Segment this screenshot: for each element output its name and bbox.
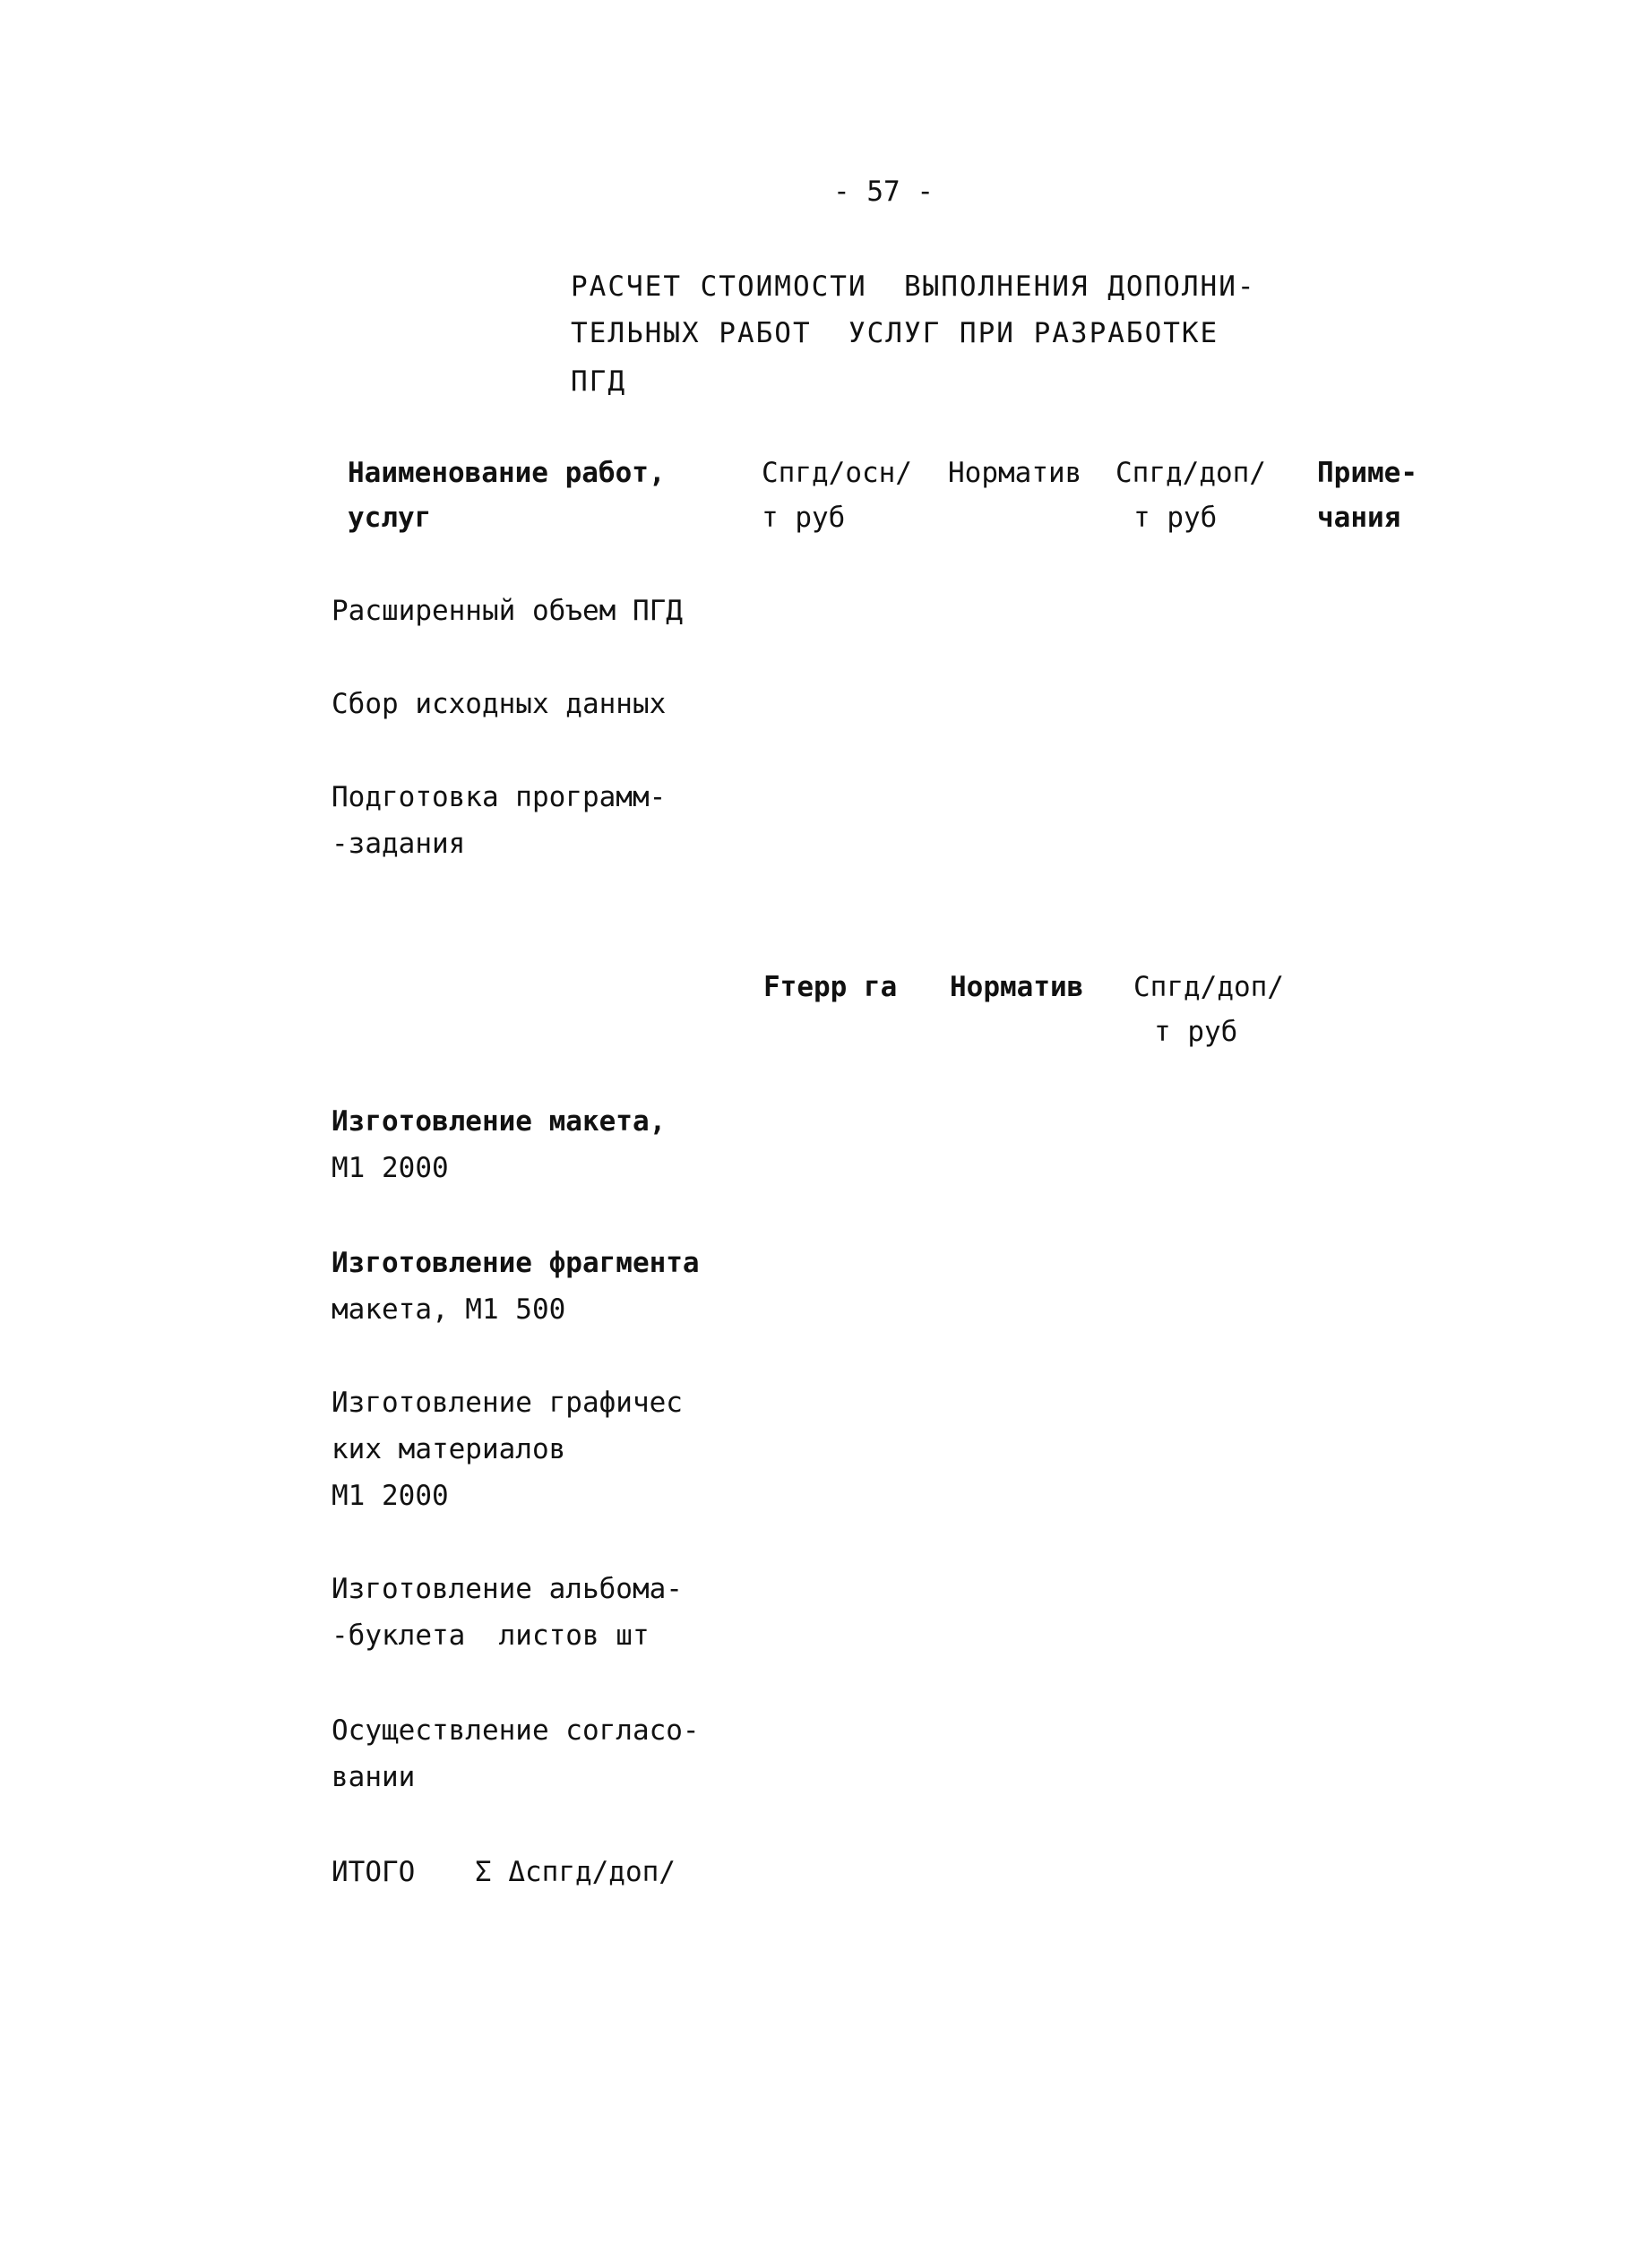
table-row: Изготовление макета, (332, 1105, 667, 1138)
table-row: Изготовление альбома- (332, 1573, 683, 1605)
header-work-name-cont: услуг (348, 502, 432, 534)
total-formula: Σ Δспгд/доп/ (475, 1856, 676, 1888)
header-notes: Приме- (1317, 457, 1417, 489)
header-cost-base: Спгд/осн/ (762, 457, 912, 489)
table-row: Изготовление фрагмента (332, 1247, 700, 1279)
header-area: Fтерр га (763, 971, 898, 1003)
header-cost-extra-unit: т руб (1133, 502, 1218, 534)
table-row-cont: М1 2000 (332, 1480, 449, 1512)
table-row-cont: вании (332, 1761, 416, 1793)
table-row: Расширенный объем ПГД (332, 595, 683, 627)
table-row: Подготовка программ- (332, 781, 667, 813)
table-row: Изготовление графичес (332, 1387, 683, 1419)
header-notes-cont: чания (1317, 502, 1401, 534)
document-title-line-2: ТЕЛЬНЫХ РАБОТ УСЛУГ ПРИ РАЗРАБОТКЕ (571, 317, 1219, 349)
table-row-cont: М1 2000 (332, 1152, 449, 1184)
table-row-cont: макета, М1 500 (332, 1293, 566, 1326)
header-cost-base-unit: т руб (762, 502, 846, 534)
table-row: Осуществление согласо- (332, 1714, 700, 1747)
document-title-line-3: ПГД (571, 365, 626, 398)
total-label: ИТОГО (332, 1856, 416, 1888)
header-norm-2: Норматив (950, 971, 1084, 1003)
table-row-cont: -задания (332, 828, 466, 860)
header-cost-extra-2: Спгд/доп/ (1133, 971, 1284, 1003)
document-title-line-1: РАСЧЕТ СТОИМОСТИ ВЫПОЛНЕНИЯ ДОПОЛНИ- (571, 271, 1256, 303)
page-number: - 57 - (833, 176, 934, 208)
table-row-cont: -буклета листов шт (332, 1619, 650, 1652)
header-norm: Норматив (948, 457, 1082, 489)
header-work-name: Наименование работ, (348, 457, 666, 489)
table-row-cont: ких материалов (332, 1433, 566, 1465)
header-cost-extra: Спгд/доп/ (1115, 457, 1266, 489)
header-cost-extra-2-unit: т руб (1154, 1016, 1238, 1048)
table-row: Сбор исходных данных (332, 688, 667, 720)
